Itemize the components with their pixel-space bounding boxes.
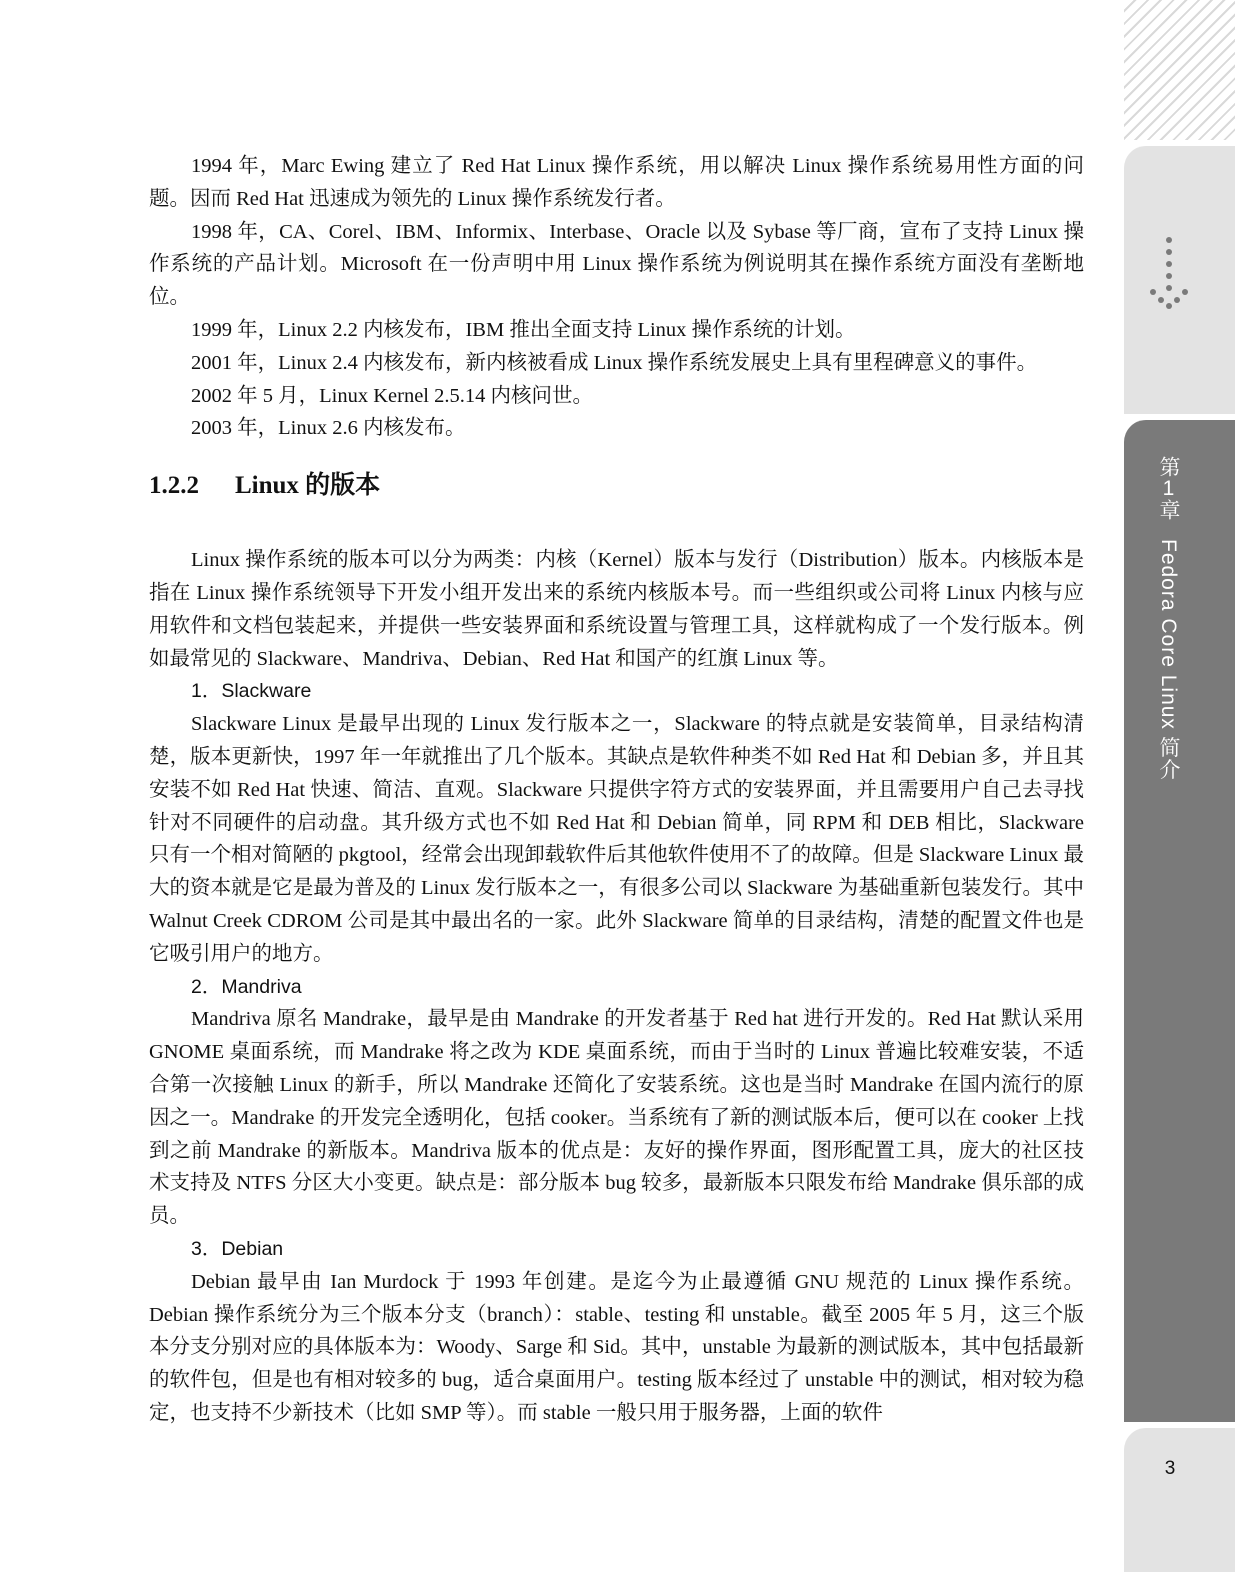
mandriva-paragraph: Mandriva 原名 Mandrake，最早是由 Mandrake 的开发者基于 Red hat 进行开发的。Red Hat 默认采用 GNOME 桌面系统，而 Mandrake 将之改为 KDE 桌面系统，而由于当时的 Linux 普遍比较难安装，不适合第一次接触 Linux 的新手，所以 Mandrake 还简化了安装系统。这也是当时 Mandrake 在国内流行的原因之一。Mandrake 的开发完全透明化，包括 cooker。当系统有了新的测试版本后，便可以在 cooker 上找到之前 Mandrake 的新版本。Mandriva 版本的优点是：友好的操作界面，图形配置工具，庞大的社区技术支持及 NTFS 分区大小变更。缺点是：部分版本 bug 较多，最新版本只限发布给 Mandrake 俱乐部的成员。 (149, 1008, 1084, 1228)
chapter-prefix: 第 (1157, 456, 1180, 478)
dots-arrow-icon (1140, 230, 1200, 320)
history-paragraph: 2002 年 5 月，Linux Kernel 2.5.14 内核问世。 (191, 384, 593, 407)
history-paragraph: 2001 年，Linux 2.4 内核发布，新内核被看成 Linux 操作系统发展史上具有里程碑意义的事件。 (191, 351, 1038, 374)
section-intro: Linux 操作系统的版本可以分为两类：内核（Kernel）版本与发行（Distribution）版本。内核版本是指在 Linux 操作系统领导下开发小组开发出来的系统内核版本号。而一些组织或公司将 Linux 内核与应用软件和文档包装起来，并提供一些安装界面和系统设置与管理工具，这样就构成了一个发行版本。例如最常见的 Slackware、Mandriva、Debian、Red Hat 和国产的红旗 Linux 等。 (149, 549, 1084, 670)
history-paragraph: 1999 年，Linux 2.2 内核发布，IBM 推出全面支持 Linux 操作系统的计划。 (191, 318, 856, 341)
history-paragraph: 1998 年，CA、Corel、IBM、Informix、Interbase、Oracle 以及 Sybase 等厂商，宣布了支持 Linux 操作系统的产品计划。Microsoft 在一份声明中用 Linux 操作系统为例说明其在操作系统方面没有垄断地位。 (149, 220, 1084, 309)
subheading-mandriva: 2．Mandriva (191, 975, 302, 998)
chapter-suffix: 章 (1157, 499, 1180, 521)
subheading-debian: 3．Debian (191, 1237, 284, 1260)
page-number-tab (1124, 1428, 1235, 1572)
section-number: 1.2.2 (149, 472, 199, 500)
chapter-title: Fedora Core Linux 简介 (1157, 539, 1180, 781)
history-paragraph: 2003 年，Linux 2.6 内核发布。 (191, 417, 466, 440)
section-heading (149, 464, 1084, 508)
debian-paragraph: Debian 最早由 Ian Murdock 于 1993 年创建。是迄今为止最遵循 GNU 规范的 Linux 操作系统。Debian 操作系统分为三个版本分支（branch）：stable、testing 和 unstable。截至 2005 年 5 月，这三个版本分支分别对应的具体版本为：Woody、Sarge 和 Sid。其中，unstable 为最新的测试版本，其中包括最新的软件包，但是也有相对较多的 bug，适合桌面用户。testing 版本经过了 unstable 中的测试，相对较为稳定，也支持不少新技术（比如 SMP 等）。而 stable 一般只用于服务器，上面的软件 (149, 1270, 1084, 1424)
page-number: 3 (1164, 1458, 1176, 1479)
slackware-paragraph: Slackware Linux 是最早出现的 Linux 发行版本之一，Slackware 的特点就是安装简单，目录结构清楚，版本更新快，1997 年一年就推出了几个版本。其缺点是软件种类不如 Red Hat 和 Debian 多，并且其安装不如 Red Hat 快速、简洁、直观。Slackware 只提供字符方式的安装界面，并且需要用户自己去寻找针对不同硬件的启动盘。其升级方式也不如 Red Hat 和 Debian 简单，同 RPM 和 DEB 相比，Slackware 只有一个相对简陋的 pkgtool，经常会出现卸载软件后其他软件使用不了的故障。但是 Slackware Linux 最大的资本就是它是最为普及的 Linux 发行版本之一，有很多公司以 Slackware 为基础重新包装发行。其中 Walnut Creek CDROM 公司是其中最出名的一家。此外 Slackware 简单的目录结构，清楚的配置文件也是它吸引用户的地方。 (149, 713, 1084, 965)
subheading-slackware: 1．Slackware (191, 680, 312, 703)
decorative-stripes (1124, 0, 1235, 140)
history-paragraph: 1994 年，Marc Ewing 建立了 Red Hat Linux 操作系统，用以解决 Linux 操作系统易用性方面的问题。因而 Red Hat 迅速成为领先的 Linux 操作系统发行者。 (149, 155, 1084, 210)
page-content (149, 150, 1084, 1430)
section-title: Linux 的版本 (235, 472, 381, 500)
chapter-label (1148, 456, 1188, 781)
chapter-number: 1 (1162, 478, 1175, 499)
